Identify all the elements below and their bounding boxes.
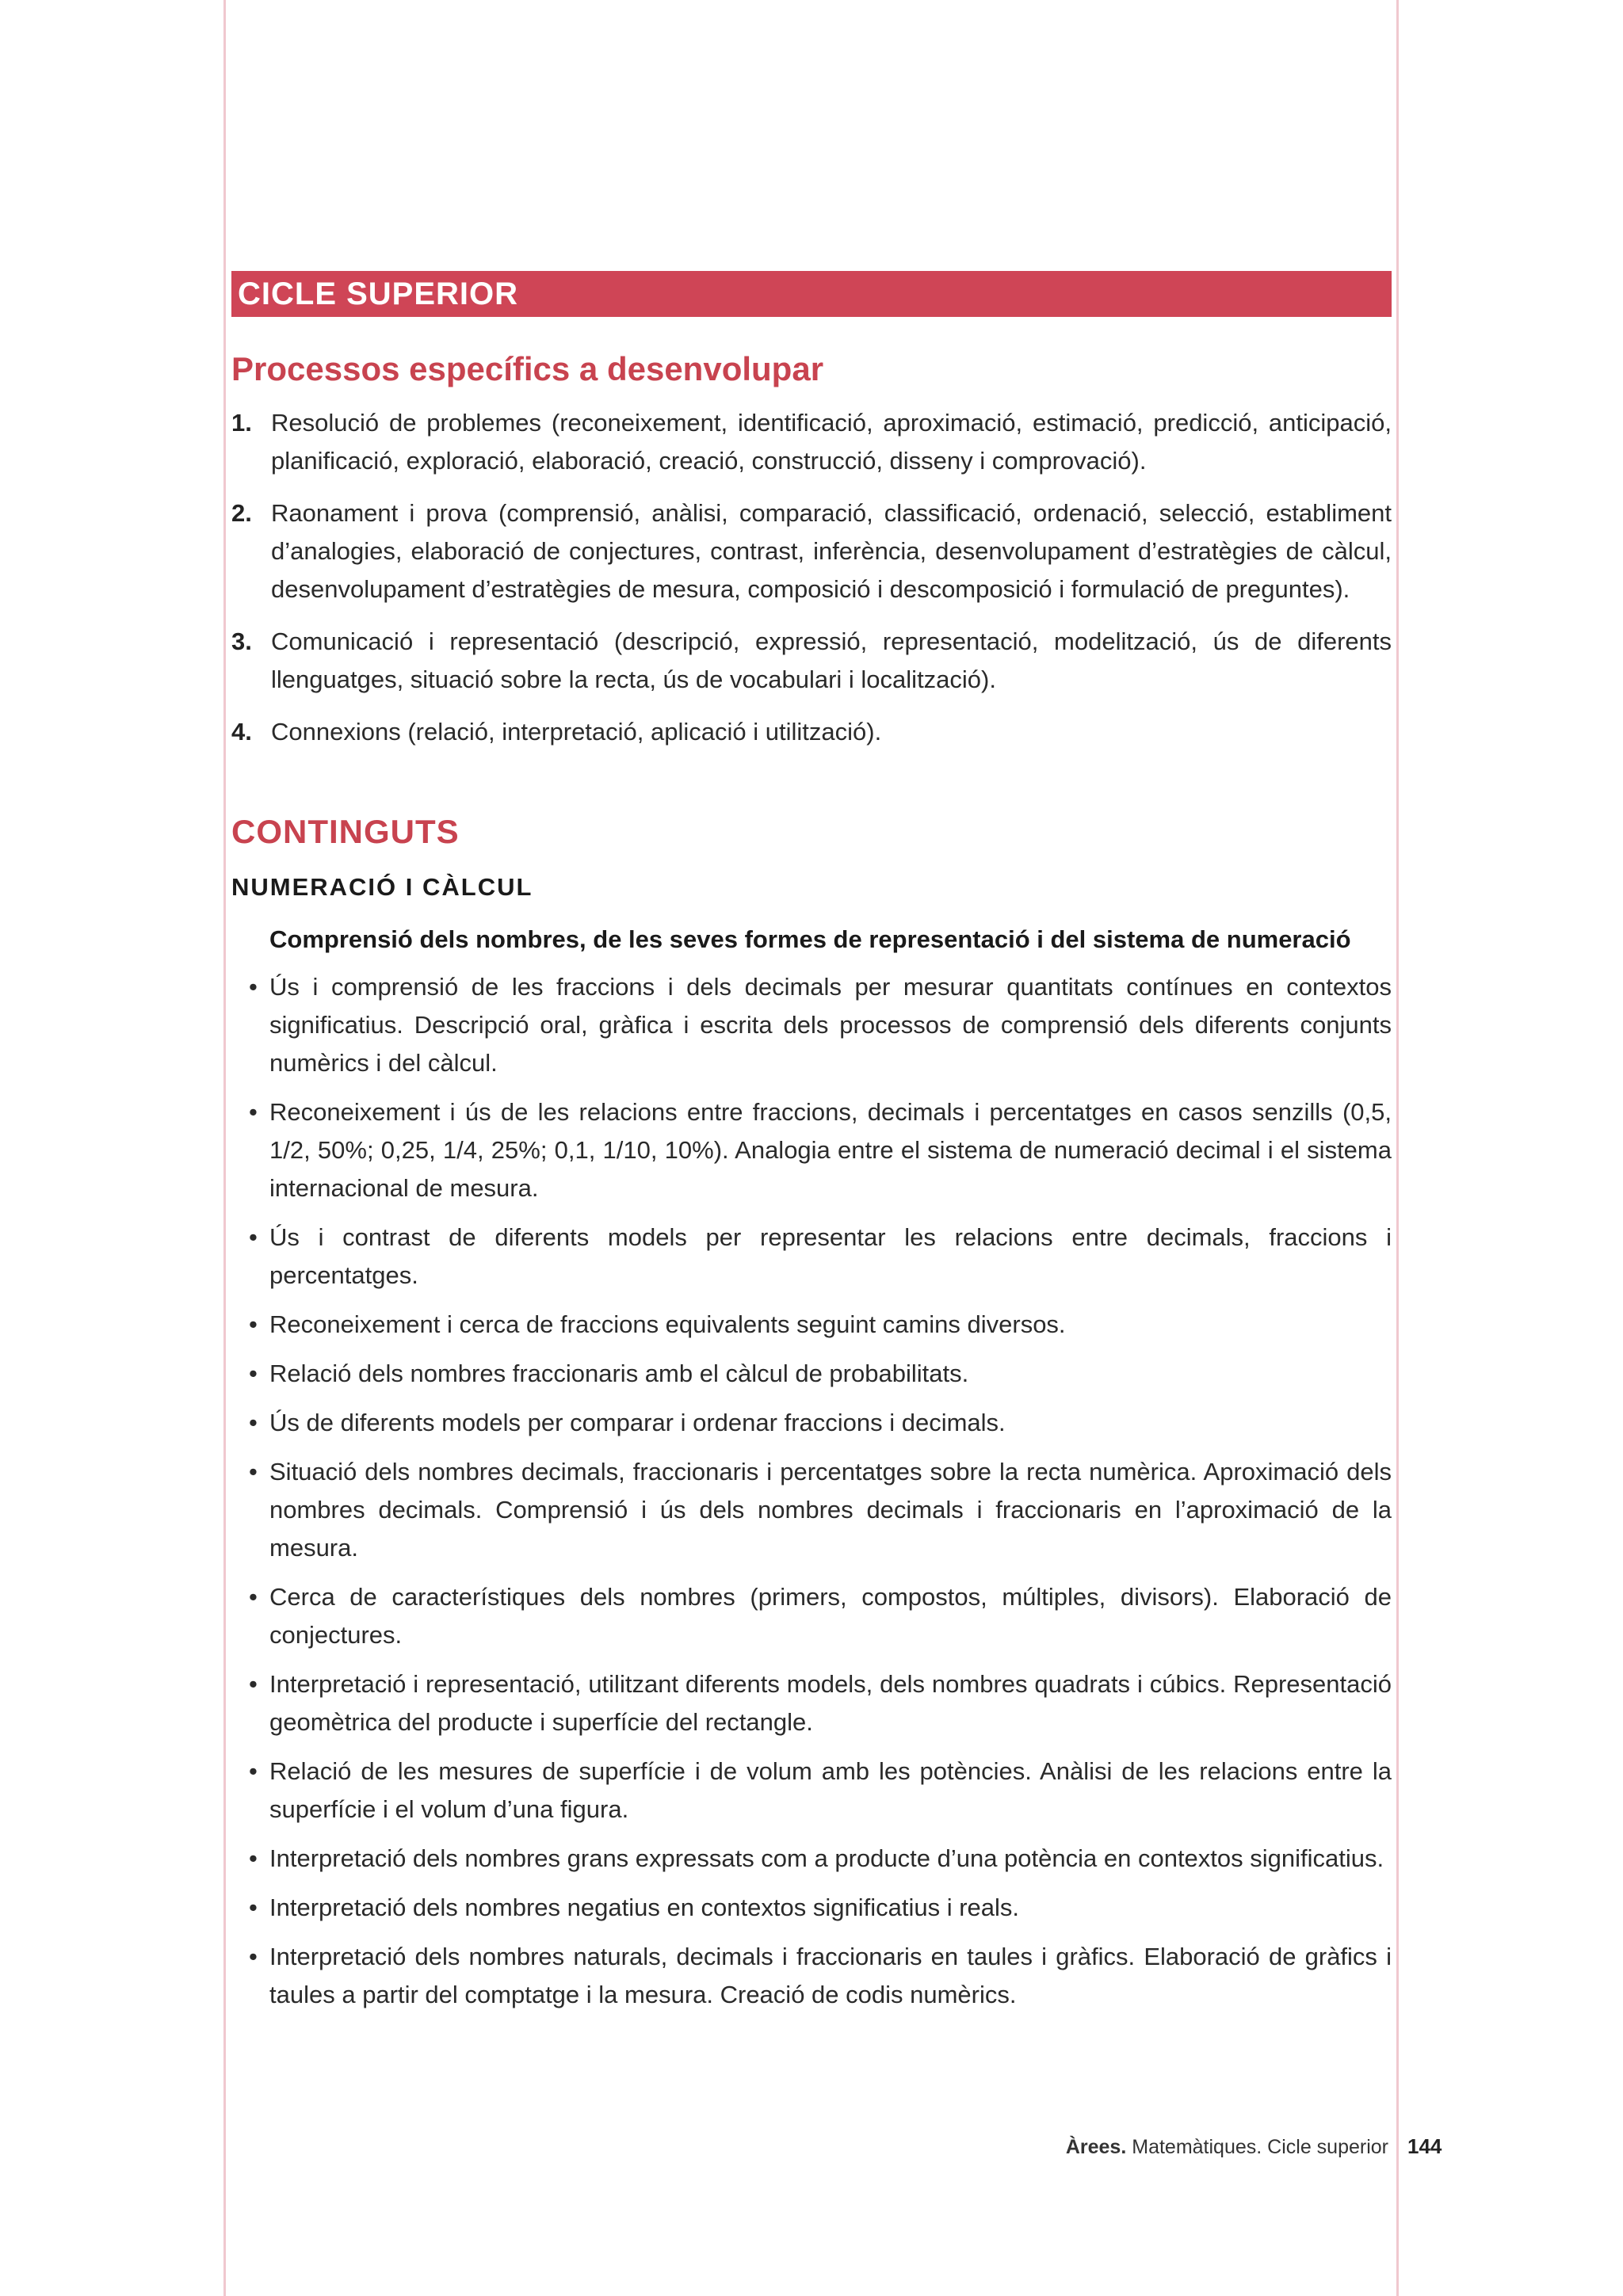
processos-heading: Processos específics a desenvolupar [231, 350, 824, 387]
bullet-mark: • [249, 1458, 258, 1486]
list-item-text: Interpretació dels nombres negatius en contextos significatius i reals. [269, 1894, 1019, 1921]
bullet-mark: • [249, 1360, 258, 1387]
list-item [249, 1665, 1392, 1741]
continguts-heading: CONTINGUTS [231, 813, 460, 850]
bullet-mark: • [249, 1894, 258, 1921]
list-item-text: Ús i contrast de diferents models per representar les relacions entre decimals, fraccions i percentatges. [269, 1223, 1392, 1289]
list-item [249, 1306, 1392, 1344]
bullet-mark: • [249, 1098, 258, 1126]
footer-area: Àrees. [1065, 2136, 1127, 2158]
list-item-text: Relació de les mesures de superfície i de volum amb les potències. Anàlisi de les relacions entre la superfície i el volum d’una figura. [269, 1757, 1392, 1823]
list-item [249, 1938, 1392, 2014]
list-item [249, 1753, 1392, 1829]
comprensio-subsubheading: Comprensió dels nombres, de les seves formes de representació i del sistema de numeració [269, 925, 1351, 953]
list-item-text: Cerca de característiques dels nombres (primers, compostos, múltiples, divisors). Elaboració de conjectures. [269, 1583, 1392, 1649]
list-item-text: Interpretació i representació, utilitzant diferents models, dels nombres quadrats i cúbics. Representació geomètrica del producte i superfície del rectangle. [269, 1670, 1392, 1736]
list-item [249, 1404, 1392, 1442]
bullet-mark: • [249, 1670, 258, 1698]
list-item-text: Relació dels nombres fraccionaris amb el càlcul de probabilitats. [269, 1360, 969, 1387]
list-item [249, 1578, 1392, 1654]
list-item [249, 1355, 1392, 1393]
bullet-mark: • [249, 1223, 258, 1251]
bullet-mark: • [249, 1943, 258, 1970]
bullet-mark: • [249, 1757, 258, 1785]
list-item [249, 1889, 1392, 1927]
item-text: Comunicació i representació (descripció, expressió, representació, modelització, ús de diferents llenguatges, situació sobre la recta, ús de vocabulari i localització). [271, 627, 1392, 693]
bullet-mark: • [249, 1844, 258, 1872]
processos-item [231, 713, 1392, 751]
processos-item [231, 494, 1392, 608]
list-item [249, 1219, 1392, 1295]
page-footer [951, 2136, 1388, 2159]
continguts-list [249, 968, 1392, 2014]
list-item-text: Interpretació dels nombres naturals, decimals i fraccionaris en taules i gràfics. Elaboració de gràfics i taules a partir del comptatge i la mesura. Creació de codis numèrics. [269, 1943, 1392, 2008]
list-item-text: Reconeixement i ús de les relacions entre fraccions, decimals i percentatges en casos senzills (0,5, 1/2, 50%; 0,25, 1/4, 25%; 0,1, 1/10, 10%). Analogia entre el sistema de numeració decimal i el sistema internacional de mesura. [269, 1098, 1392, 1202]
item-text: Connexions (relació, interpretació, aplicació i utilització). [271, 718, 882, 746]
list-item [249, 1093, 1392, 1207]
section-title-band: CICLE SUPERIOR [231, 271, 1392, 317]
item-text: Raonament i prova (comprensió, anàlisi, comparació, classificació, ordenació, selecció, establiment d’analogies, elaboració de conjectures, contrast, inferència, desenvolupament d’estratègies de càlcul, desenvolupament d’estratègies de mesura, composició i descomposició i formulació de preguntes). [271, 499, 1392, 603]
bullet-mark: • [249, 1583, 258, 1611]
list-item [249, 1840, 1392, 1878]
list-item [249, 968, 1392, 1082]
bullet-mark: • [249, 1310, 258, 1338]
bullet-mark: • [249, 973, 258, 1001]
list-item-text: Situació dels nombres decimals, fraccionaris i percentatges sobre la recta numèrica. Aproximació dels nombres decimals. Comprensió i ús dels nombres decimals i fraccionaris en l’aproximació de la mesura. [269, 1458, 1392, 1562]
processos-item [231, 404, 1392, 480]
item-number: 1. [231, 409, 252, 437]
item-number: 4. [231, 718, 252, 746]
right-margin-rule [1396, 0, 1399, 2296]
numeracio-subheading: NUMERACIÓ I CÀLCUL [231, 873, 533, 901]
item-text: Resolució de problemes (reconeixement, identificació, aproximació, estimació, predicció, anticipació, planificació, exploració, elaboració, creació, construcció, disseny i comprovació). [271, 409, 1392, 475]
list-item-text: Ús de diferents models per comparar i ordenar fraccions i decimals. [269, 1409, 1006, 1436]
processos-list [231, 404, 1392, 751]
item-number: 2. [231, 499, 252, 527]
item-number: 3. [231, 627, 252, 655]
list-item-text: Reconeixement i cerca de fraccions equivalents seguint camins diversos. [269, 1310, 1066, 1338]
list-item-text: Interpretació dels nombres grans expressats com a producte d’una potència en contextos significatius. [269, 1844, 1384, 1872]
footer-breadcrumb: Matemàtiques. Cicle superior [1132, 2136, 1388, 2158]
list-item [249, 1453, 1392, 1567]
page-content [231, 271, 1392, 2025]
left-margin-rule [223, 0, 226, 2296]
list-item-text: Ús i comprensió de les fraccions i dels decimals per mesurar quantitats contínues en contextos significatius. Descripció oral, gràfica i escrita dels processos de comprensió dels diferents conjunts numèrics i del càlcul. [269, 973, 1392, 1077]
page-number: 144 [1407, 2134, 1442, 2158]
bullet-mark: • [249, 1409, 258, 1436]
processos-item [231, 623, 1392, 699]
